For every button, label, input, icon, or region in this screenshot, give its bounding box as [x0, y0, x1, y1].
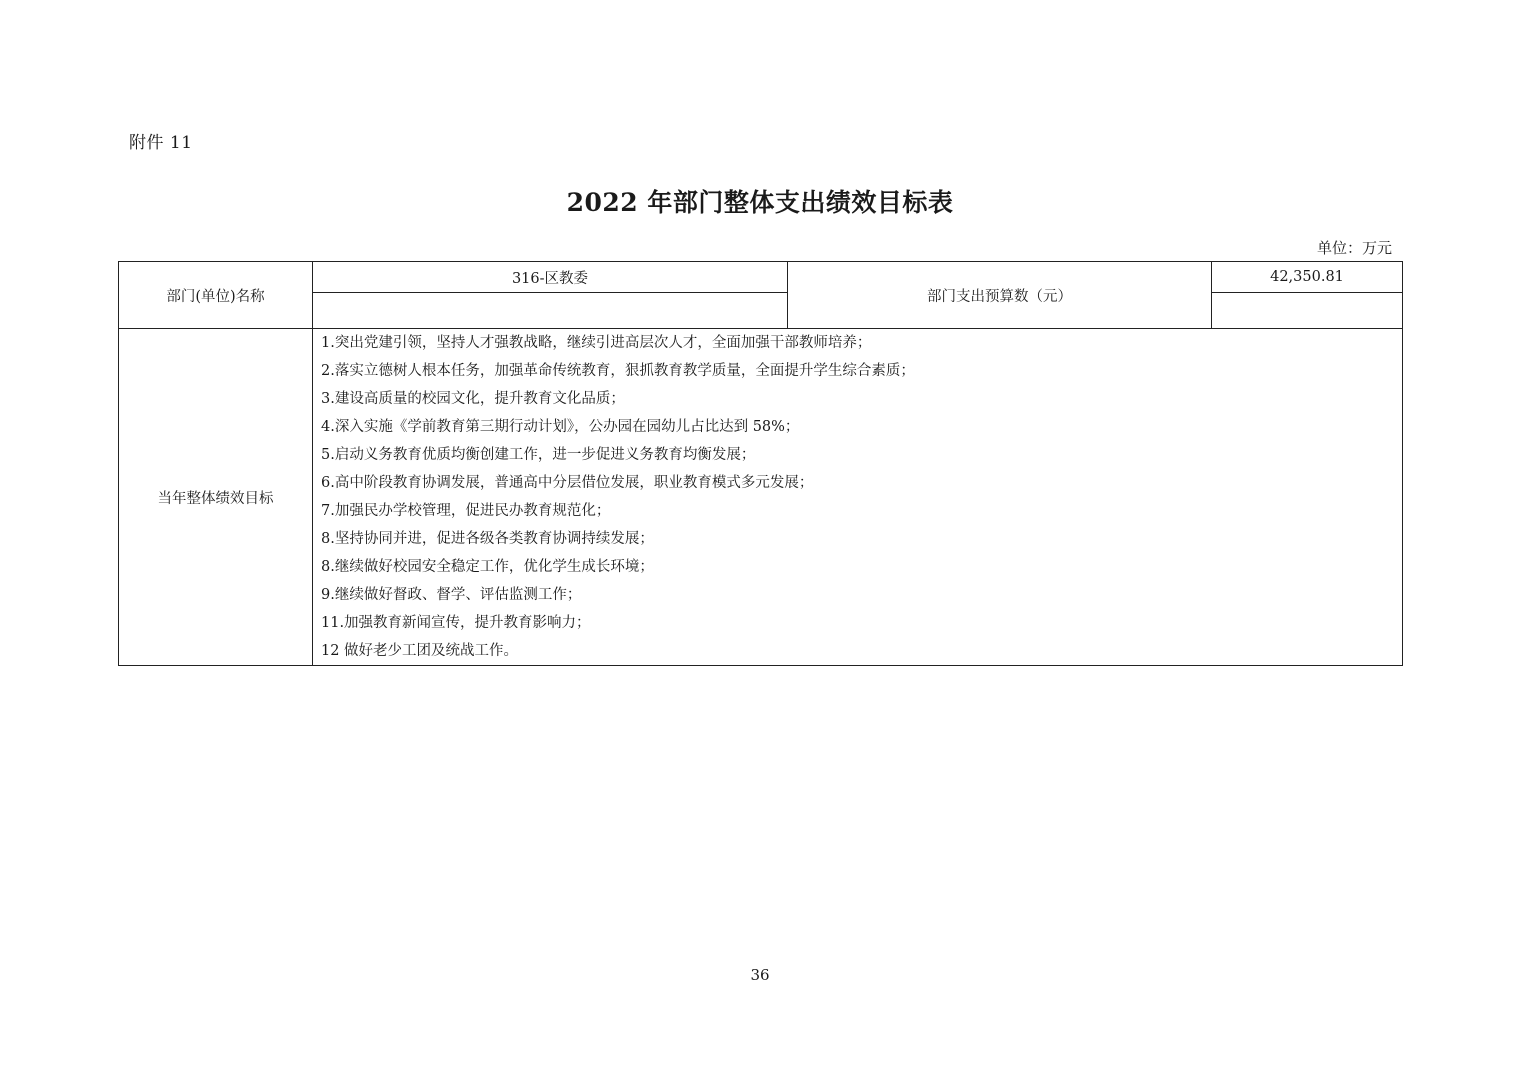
list-item: 3.建设高质量的校园文化，提升教育文化品质； — [321, 391, 625, 407]
attachment-label: 附件 11 — [129, 133, 193, 153]
dept-name-value: 316-区教委 — [313, 262, 788, 293]
budget-value-empty — [1212, 293, 1403, 329]
list-item: 8.继续做好校园安全稳定工作，优化学生成长环境； — [321, 559, 654, 575]
list-item: 6.高中阶段教育协调发展，普通高中分层借位发展，职业教育模式多元发展； — [321, 475, 814, 491]
list-item: 8.坚持协同并进，促进各级各类教育协调持续发展； — [321, 531, 654, 547]
budget-label: 部门支出预算数（元） — [788, 262, 1212, 329]
dept-name-label: 部门(单位)名称 — [119, 262, 313, 329]
list-item: 12 做好老少工团及统战工作。 — [321, 643, 519, 659]
unit-label: 单位：万元 — [1316, 239, 1392, 257]
list-item: 7.加强民办学校管理，促进民办教育规范化； — [321, 503, 611, 519]
list-item: 1.突出党建引领，坚持人才强教战略，继续引进高层次人才，全面加强干部教师培养； — [321, 335, 872, 351]
list-item: 9.继续做好督政、督学、评估监测工作； — [321, 587, 582, 603]
list-item: 2.落实立德树人根本任务，加强革命传统教育，狠抓教育教学质量，全面提升学生综合素质； — [321, 363, 915, 379]
table-row — [119, 329, 1403, 666]
list-item: 5.启动义务教育优质均衡创建工作，进一步促进义务教育均衡发展； — [321, 447, 756, 463]
list-item: 4.深入实施《学前教育第三期行动计划》，公办园在园幼儿占比达到 58%； — [321, 419, 800, 435]
goals-label: 当年整体绩效目标 — [119, 329, 313, 666]
list-item: 11.加强教育新闻宣传，提升教育影响力； — [321, 615, 591, 631]
page-title: 2022 年部门整体支出绩效目标表 — [566, 188, 954, 217]
budget-value: 42,350.81 — [1212, 262, 1403, 293]
table-row — [119, 262, 1403, 293]
performance-target-table — [118, 261, 1403, 666]
dept-name-value-empty — [313, 293, 788, 329]
goals-list — [313, 329, 1403, 666]
page-number: 36 — [750, 966, 770, 984]
